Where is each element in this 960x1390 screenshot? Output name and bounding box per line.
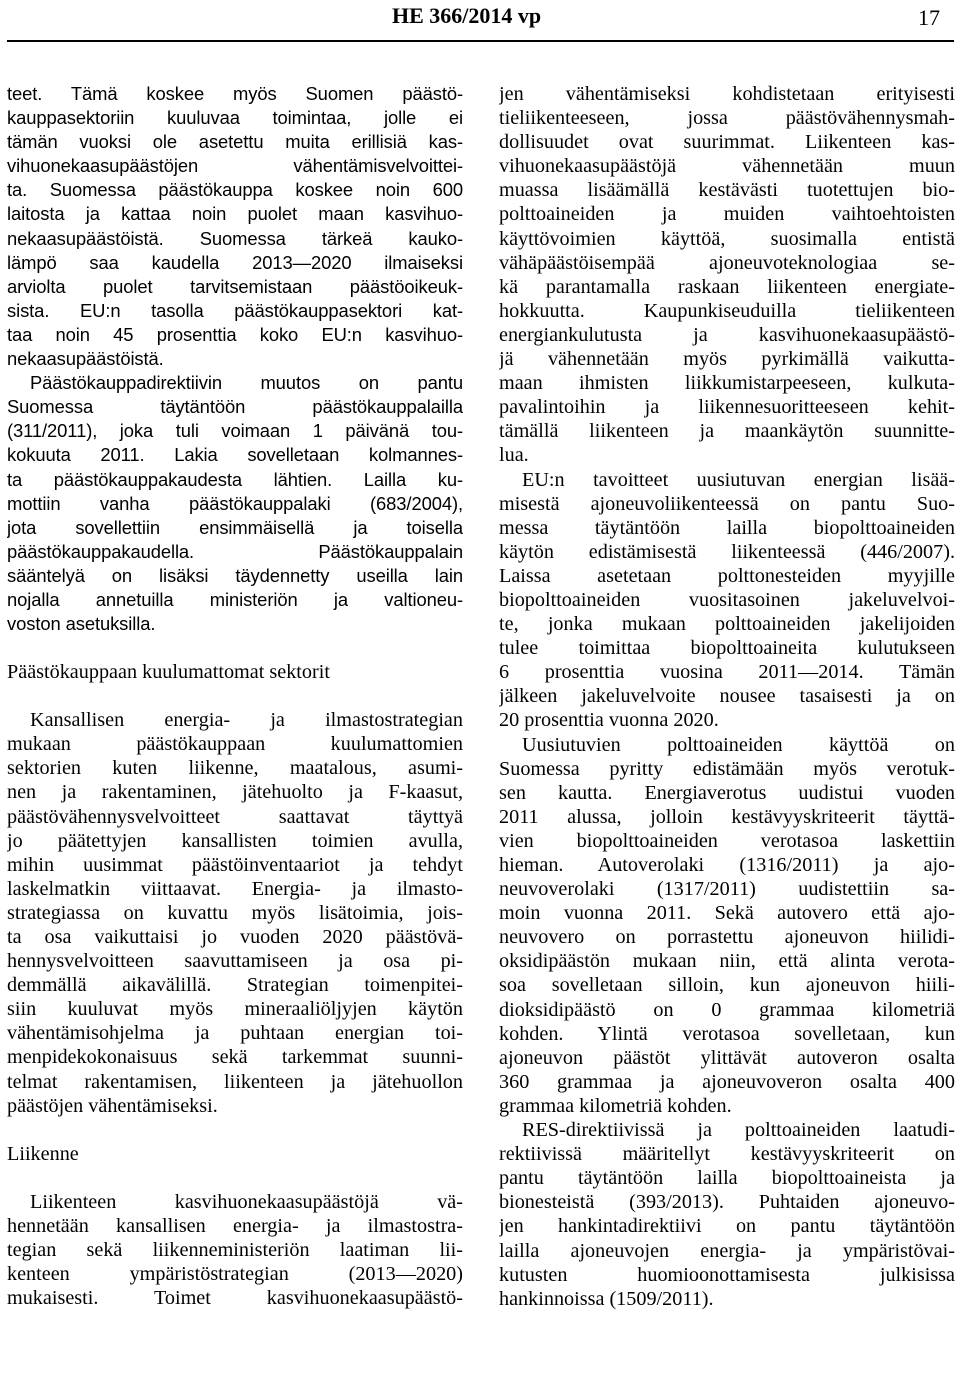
text-line: laitosta ja kattaa noin puolet maan kasvihuo- [7,203,463,225]
text-line: Suomessa täytäntöön päästökauppalailla [7,396,463,418]
text-line: tulee toimittaa biopolttoaineita kulutukseen [499,637,955,660]
page-number: 17 [918,5,940,30]
text-line: kutusten huomioonottamisesta julkisissa [499,1263,955,1286]
text-line: pavalintoihin ja liikennesuoritteeseen kehit- [499,396,955,419]
text-line: mihin uusimmat päästöinventaariot ja tehdyt [7,853,463,876]
paragraph-taxation [499,733,955,1119]
text-line: hennysvelvoitteen saavuttamiseen ja osa pi- [7,950,463,973]
text-line: polttoaineiden ja muiden vaihtoehtoisten [499,203,955,226]
text-line: maan ihmisten liikkumistarpeeseen, kulkuta- [499,372,955,395]
text-line: kä parantamalla raskaan liikenteen energiate- [499,275,955,298]
text-line: demmällä aikavälillä. Strategian toimenpitei- [7,974,463,997]
text-line: 2011 alussa, jolloin kestävyyskriteerit täyttä- [499,805,955,828]
text-line: oksidipäästön mukaan niin, että alinta verota- [499,950,955,973]
header-divider [7,40,954,42]
text-line: kokuuta 2011. Lakia sovelletaan kolmannes- [7,444,463,466]
text-line: bionesteistä (393/2013). Puhtaiden ajoneuvo- [499,1191,955,1214]
text-line: mukaan päästökauppaan kuulumattomien [7,733,463,756]
text-line: dioksidipäästö on 0 grammaa kilometriä [499,998,955,1021]
text-line: vien biopolttoaineiden verotasoa laskettiin [499,829,955,852]
text-line: RES-direktiivissä ja polttoaineiden laatudi- [522,1119,955,1142]
text-line: päästöjen vähentämiseksi. [7,1094,218,1117]
text-line: pantu täytäntöön lailla biopolttoaineista ja [499,1167,955,1190]
paragraph-transport [7,1190,463,1310]
text-line: Kansallisen energia- ja ilmastostrategian [30,709,463,732]
text-line: 20 prosenttia vuonna 2020. [499,709,719,732]
text-line: sen kautta. Energiaverotus uudistui vuoden [499,781,955,804]
text-line: teet. Tämä koskee myös Suomen päästö- [7,83,463,104]
text-line: taa noin 45 prosenttia koko EU:n kasvihuo- [7,323,463,345]
text-line: päästövähennysvelvoitteet saattavat täyttyä [7,805,463,828]
section-heading: Liikenne [7,1142,79,1165]
text-line: tieliikenteeseen, jossa päästövähennysmah- [499,107,955,130]
text-line: mukaisesti. Toimet kasvihuonekaasupäästö- [7,1287,463,1310]
text-line: biopolttoaineiden vuositasoinen jakeluvelvoi- [499,588,955,611]
paragraph-ets-directive [7,371,463,636]
text-line: jälkeen jakeluvelvoite nousee tasaisesti ja on [499,685,955,708]
text-line: lua. [499,444,529,467]
left-column [7,82,463,1310]
text-line: nojalla annetuilla ministeriön ja valtioneu- [7,588,463,610]
text-line: mottiin vanha päästökauppalaki (683/2004), [7,492,463,514]
text-line: EU:n tavoitteet uusiutuvan energian lisää- [522,468,955,491]
text-line: energiankulutusta ja kasvihuonekaasupäästö- [499,323,955,346]
text-line: neuvoverolaki (1317/2011) uudistettiin sa- [499,878,955,901]
text-line: te, jonka mukaan polttoaineiden jakelijoiden [499,613,955,636]
paragraph-non-ets-sectors [7,708,463,1118]
text-line: lailla ajoneuvojen energia- ja ympäristövai- [499,1239,955,1262]
text-line: päästökauppakaudella. Päästökauppalain [7,540,463,562]
text-line: vähentämisohjelma ja puhtaan energian toi- [7,1022,463,1045]
text-line: arviolta puolet tarvitsemistaan päästöoikeuk- [7,275,463,297]
text-line: vähäpäästöisempää ajoneuvoteknologiaa se- [499,251,955,274]
text-line: muassa lisäämällä kestävästi tuotettujen bio- [499,179,955,202]
text-line: 6 prosenttia vuosina 2011—2014. Tämän [499,661,955,684]
paragraph-ets-coverage [7,82,463,371]
text-line: jota sovellettiin ensimmäisellä ja toisella [7,516,463,538]
text-line: Liikenteen kasvihuonekaasupäästöjä vä- [30,1190,463,1213]
text-line: nekaasupäästöistä. [7,348,164,370]
text-line: laskelmatkin viittaavat. Energia- ja ilmasto- [7,877,463,900]
text-line: hokkuutta. Kaupunkiseuduilla tieliikenteen [499,299,955,322]
text-line: jo päätettyjen kansallisten toimien avulla, [7,829,463,852]
text-line: strategiassa on kuvattu myös lisätoimia, jois- [7,901,463,924]
text-line: nen ja rakentaminen, jätehuolto ja F-kaasut, [7,781,463,804]
text-line: rektiivissä määritellyt kestävyyskriteerit on [499,1143,955,1166]
text-line: voston asetuksilla. [7,613,156,635]
document-identifier: HE 366/2014 vp [392,3,542,28]
section-heading: Päästökauppaan kuulumattomat sektorit [7,661,330,684]
text-line: ta osa vaikuttaisi jo vuoden 2020 päästövä- [7,926,463,948]
text-line: tämän vuoksi ole asetettu muita erillisiä kas- [7,131,463,153]
text-line: kenteen ympäristöstrategian (2013—2020) [7,1263,463,1286]
text-line: Suomessa pyritty edistämään myös verotuk- [499,757,955,780]
text-line: 360 grammaa ja ajoneuvoveron osalta 400 [499,1070,955,1093]
paragraph-road-transport [499,82,955,468]
text-line: jä vähennetään myös pyrkimällä vaikutta- [499,348,955,371]
text-line: ajoneuvon päästöt ylittävät autoveron osalta [499,1046,955,1069]
text-line: neuvovero on porrastettu ajoneuvon hiilidi- [499,926,955,949]
text-line: käyttövoimien käyttöä, suosimalla entistä [499,227,955,250]
paragraph-res-directive [499,1118,955,1311]
text-line: soa sovelletaan silloin, kun ajoneuvon hiili- [499,974,955,997]
text-line: sektorien kuten liikenne, maatalous, asumi- [7,757,463,780]
text-line: hennetään kansallisen energia- ja ilmastostra- [7,1214,463,1237]
text-line: tämällä liikenteen ja maankäytön suunnitte- [499,420,955,443]
text-line: jen vähentämiseksi kohdistetaan erityisesti [499,83,955,105]
text-line: lämpö saa kaudella 2013—2020 ilmaiseksi [7,251,463,273]
text-line: menpidekokonaisuus sekä tarkemmat suunni- [7,1046,463,1069]
text-line: messa täytäntöön lailla biopolttoaineiden [499,516,955,539]
text-line: hieman. Autoverolaki (1316/2011) ja ajo- [499,854,955,876]
text-line: kauppasektoriin kuuluvaa toimintaa, jolle ei [7,107,463,129]
text-line: dollisuudet ovat suurimmat. Liikenteen kas- [499,131,955,154]
text-line: moin vuonna 2011. Sekä autovero että ajo- [499,902,955,925]
text-line: Uusiutuvien polttoaineiden käyttöä on [522,733,955,756]
text-line: Päästökauppadirektiivin muutos on pantu [30,372,463,394]
text-line: tegian sekä liikenneministeriön laatiman lii- [7,1238,463,1261]
text-line: ta päästökauppakaudesta lähtien. Lailla ku- [7,468,463,490]
text-line: vihuonekaasupäästöjä vähennetään muun [499,155,955,178]
text-line: nekaasupäästöistä. Suomessa tärkeä kauko- [7,227,463,249]
text-line: siin kuuluvat myös mineraaliöljyjen käytön [7,998,463,1021]
text-line: kohden. Ylintä verotasoa sovelletaan, kun [499,1022,955,1045]
text-line: misestä ajoneuvoliikenteessä on pantu Suo- [499,492,955,515]
text-line: ta. Suomessa päästökauppa koskee noin 600 [7,179,463,201]
paragraph-biofuel-obligation [499,468,955,733]
text-line: telmat rakentamisen, liikenteen ja jätehuollon [7,1070,463,1093]
text-line: sista. EU:n tasolla päästökauppasektori kat- [7,299,463,321]
text-line: käytön edistämisestä liikenteessä (446/2007). [499,540,955,563]
text-line: sääntelyä on lisäksi täydennetty useilla lain [7,564,463,586]
text-line: vihuonekaasupäästöjen vähentämisvelvoittei- [7,155,463,177]
right-column [499,82,955,1311]
text-line: jen hankintadirektiivi on pantu täytäntöön [499,1215,955,1238]
text-line: (311/2011), joka tuli voimaan 1 päivänä tou- [7,420,463,442]
text-line: grammaa kilometriä kohden. [499,1094,732,1117]
text-line: hankinnoissa (1509/2011). [499,1287,714,1310]
text-line: Laissa asetetaan polttonesteiden myyjille [499,564,955,587]
